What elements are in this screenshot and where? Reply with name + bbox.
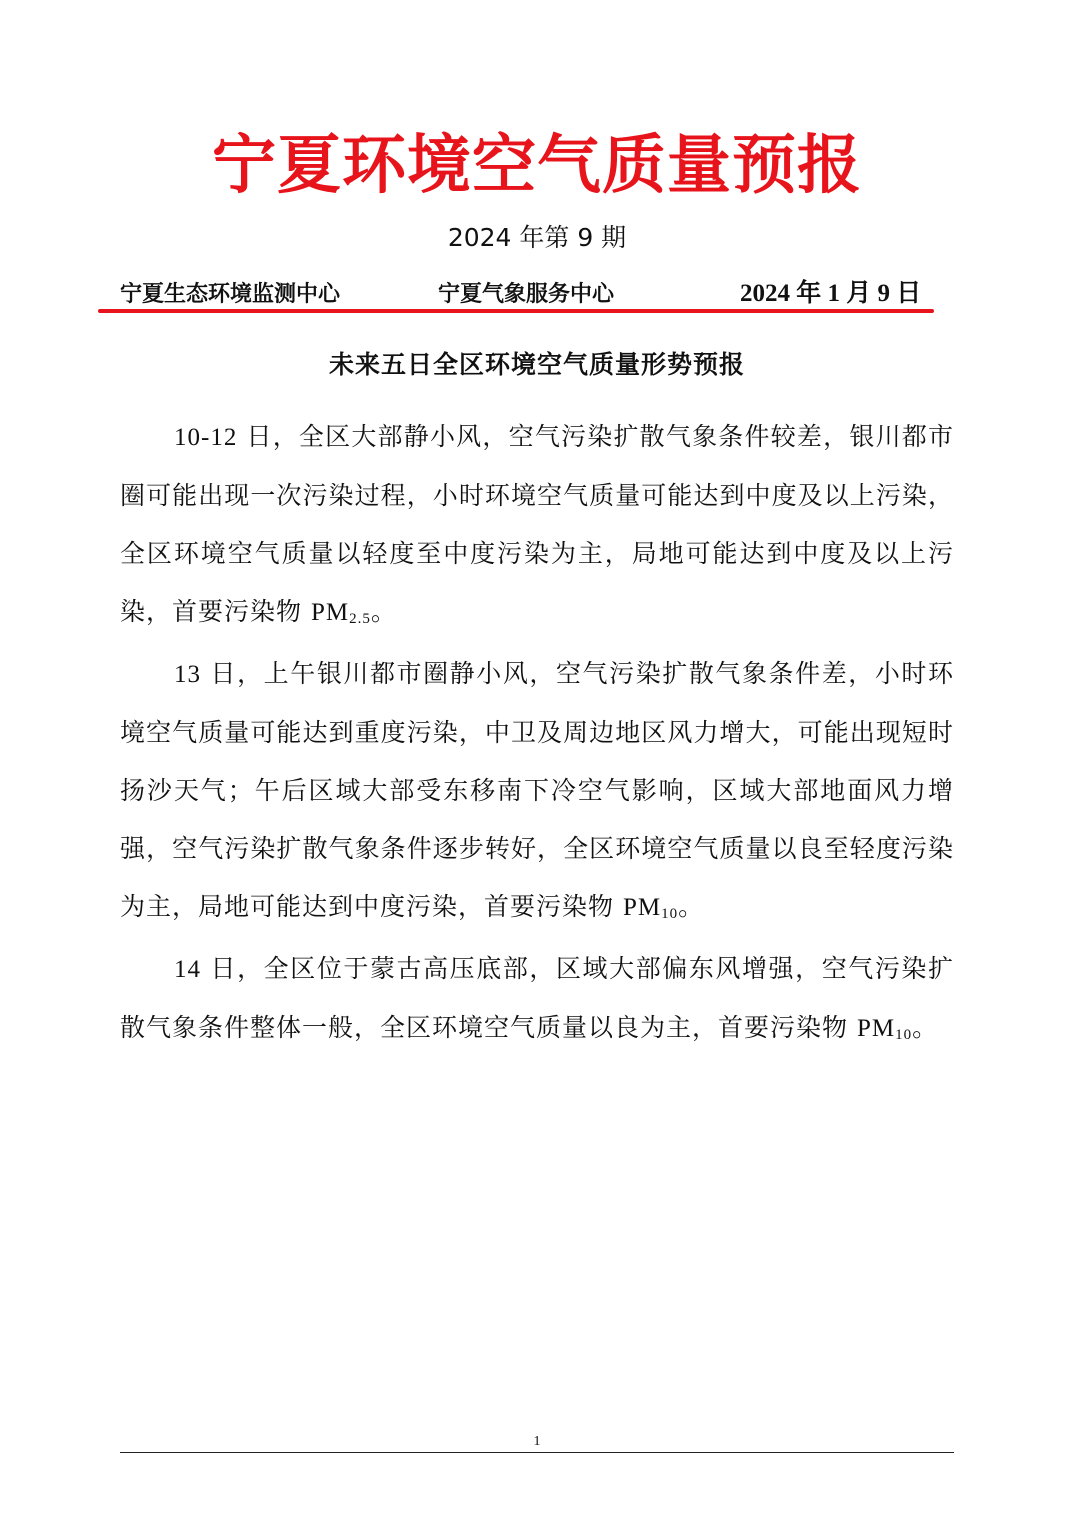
- issue-number: 2024 年第 9 期: [447, 223, 627, 252]
- primary-pollutant: [857, 1015, 912, 1042]
- page-number: 1: [533, 1434, 541, 1449]
- paragraph-text: 日，全区位于蒙古高压底部，区域大部偏东风增强，空气污染扩散气象条件整体一般，全区环境空气质量以良为主，首要污染物: [120, 954, 954, 1042]
- pollutant-symbol: PM: [856, 1015, 896, 1042]
- pollutant-subscript: 2.5: [349, 611, 371, 627]
- pollutant-subscript: 10: [895, 1027, 913, 1043]
- paragraph-date: 13: [174, 661, 201, 688]
- issue-date-text: 2024 年 1 月 9 日: [740, 280, 922, 307]
- issuer-meteorological-center: 宁夏气象服务中心: [438, 281, 615, 307]
- paragraph-text: 日，全区大部静小风，空气污染扩散气象条件较差，银川都市圈可能出现一次污染过程，小时环境空气质量可能达到中度及以上污染，全区环境空气质量以轻度至中度污染为主，局地可能达到中度及以上污染，首要污染物: [120, 422, 954, 626]
- forecast-paragraph: [120, 645, 954, 940]
- paragraph-text: 日，上午银川都市圈静小风，空气污染扩散气象条件差，小时环境空气质量可能达到重度污染，中卫及周边地区风力增大，可能出现短时扬沙天气；午后区域大部受东移南下冷空气影响，区域大部地面风力增强，空气污染扩散气象条件逐步转好，全区环境空气质量以良至轻度污染为主，局地可能达到中度污染，首要污染物: [120, 659, 954, 921]
- section-title: 未来五日全区环境空气质量形势预报: [328, 350, 745, 379]
- forecast-paragraph: [120, 408, 954, 645]
- forecast-paragraph: [120, 940, 954, 1061]
- forecast-body: [120, 408, 954, 1061]
- paragraph-date: 14: [174, 956, 201, 983]
- paragraph-end: 。: [370, 597, 397, 626]
- issue-date: [740, 277, 921, 311]
- masthead-divider: [98, 309, 934, 313]
- paragraph-end: 。: [912, 1013, 939, 1042]
- pollutant-symbol: PM: [622, 894, 662, 921]
- paragraph-date: 10-12: [174, 424, 238, 451]
- pollutant-subscript: 10: [661, 906, 679, 922]
- primary-pollutant: [311, 599, 371, 626]
- footer-divider: [120, 1452, 954, 1453]
- masthead-title: 宁夏环境空气质量预报: [212, 128, 862, 203]
- pollutant-symbol: PM: [310, 599, 350, 626]
- issuer-environment-center: 宁夏生态环境监测中心: [120, 281, 341, 307]
- primary-pollutant: [623, 894, 678, 921]
- paragraph-end: 。: [678, 892, 705, 921]
